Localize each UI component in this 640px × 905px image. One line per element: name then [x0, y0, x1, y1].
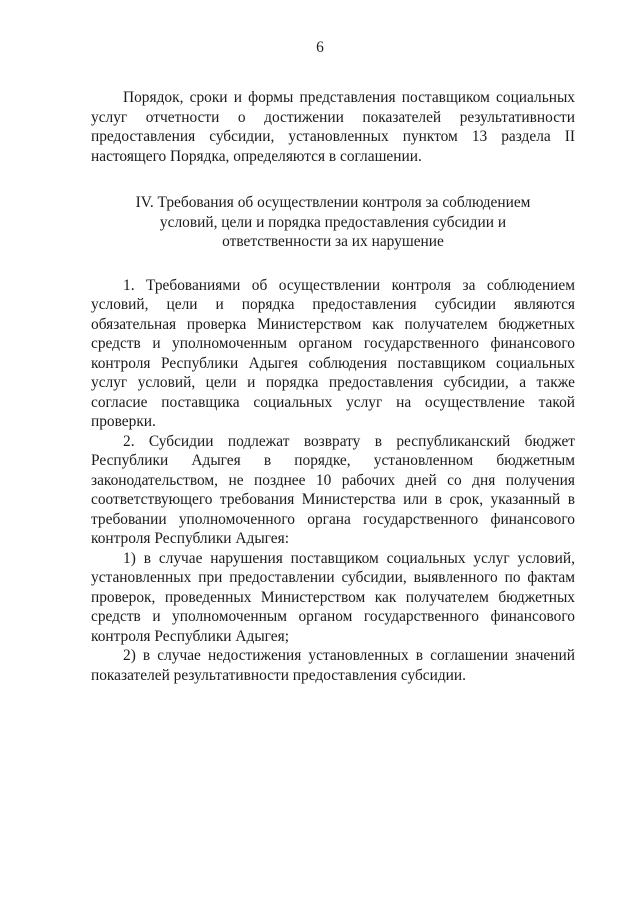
section-paragraph-2: 2. Субсидии подлежат возврату в республиканский бюджет Республики Адыгея в порядке, установленном бюджетным законодательством, не позднее 10 рабочих дней со дня получения соответствующего требования Министерства или в срок, указанный в требовании уполномоченного органа государственного финансового контроля Республики Адыгея: — [91, 432, 575, 547]
section-subitem-1: 1) в случае нарушения поставщиком социальных услуг условий, установленных при предоставлении субсидии, выявленного по фактам проверок, проведенных Министерством как получателем бюджетных средств и уполномоченным органом государственного финансового контроля Республики Адыгея; — [91, 549, 575, 645]
spacer — [91, 252, 575, 276]
section-paragraph-1: 1. Требованиями об осуществлении контроля за соблюдением условий, цели и порядка предоставления субсидии являются обязательная проверка Министерством как получателем бюджетных средств и уполномоченным органом государственного финансового контроля Республики Адыгея соблюдения поставщиком социальных услуг условий, цели и порядка предоставления субсидии, а также согласие поставщика социальных услуг на осуществление такой проверки. — [91, 276, 575, 430]
spacer — [91, 166, 575, 193]
section-subitem-2: 2) в случае недостижения установленных в соглашении значений показателей результативности предоставления субсидии. — [91, 647, 575, 684]
page-number: 6 — [316, 39, 324, 56]
document-body — [91, 88, 575, 685]
section-heading: IV. Требования об осуществлении контроля за соблюдением условий, цели и порядка предоставления субсидии и ответственности за их нарушение — [135, 194, 531, 250]
intro-paragraph: Порядок, сроки и формы представления поставщиком социальных услуг отчетности о достижении показателей результативности предоставления субсидии, установленных пунктом 13 раздела II настоящего Порядка, определяются в соглашении. — [91, 89, 575, 165]
